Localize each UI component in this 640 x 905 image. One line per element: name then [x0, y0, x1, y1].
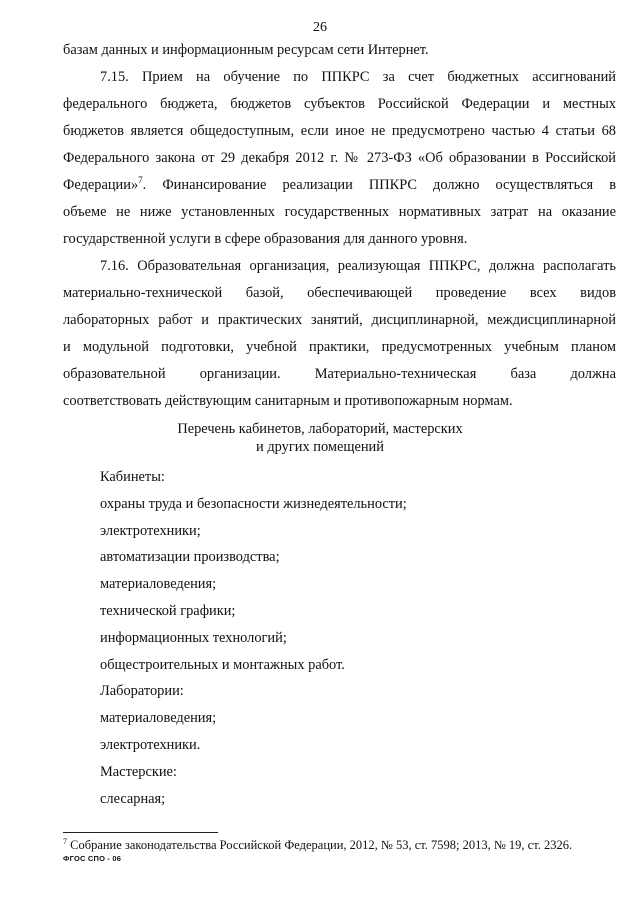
p716-line-6: соответствовать действующим санитарным и противопожарным нормам. — [63, 393, 513, 409]
list-item: Мастерские: — [100, 763, 177, 780]
heading-line-2: и других помещений — [256, 439, 384, 455]
p716-line-3: лабораторных работ и практических занятий, дисциплинарной, междисциплинарной — [63, 312, 616, 328]
premises-list — [100, 464, 407, 812]
paragraph-7-15 — [63, 64, 616, 253]
list-item: информационных технологий; — [100, 629, 287, 646]
p715-line-1: 7.15. Прием на обучение по ППКРС за счет бюджетных ассигнований — [100, 69, 616, 85]
footnote-number: 7 — [63, 836, 67, 846]
p715-line-6: объеме не ниже установленных государственных нормативных затрат на оказание — [63, 204, 616, 220]
list-item: электротехники. — [100, 736, 201, 753]
p715-line-5-start: Федерации» — [63, 177, 139, 193]
p716-line-4: и модульной подготовки, учебной практики, предусмотренных учебным планом — [63, 339, 616, 355]
list-item: слесарная; — [100, 790, 166, 807]
document-code-stamp: ФГОС СПО - 06 — [63, 854, 122, 863]
list-item: технической графики; — [100, 602, 236, 619]
p715-line-4: Федерального закона от 29 декабря 2012 г. № 273-ФЗ «Об образовании в Российской — [63, 150, 616, 166]
p715-line-5-end: . Финансирование реализации ППКРС должно осуществляться в — [142, 177, 616, 193]
footnote — [63, 838, 572, 853]
p716-line-5: образовательной организации. Материально-техническая база должна — [63, 366, 616, 382]
page-number: 26 — [313, 20, 327, 35]
list-item: материаловедения; — [100, 576, 217, 593]
list-item: электротехники; — [100, 522, 201, 539]
p715-line-3: бюджетов является общедоступным, если иное не предусмотрено частью 4 статьи 68 — [63, 123, 616, 139]
footnote-reference: 7 — [138, 175, 143, 186]
list-item: автоматизации производства; — [100, 549, 280, 566]
section-heading — [0, 420, 640, 456]
list-item: Лаборатории: — [100, 683, 184, 700]
p715-line-5 — [63, 172, 616, 199]
list-item: охраны труда и безопасности жизнедеятельности; — [100, 495, 407, 512]
footnote-separator — [63, 832, 218, 833]
p715-line-2: федерального бюджета, бюджетов субъектов Российской Федерации и местных — [63, 96, 616, 112]
list-item: материаловедения; — [100, 710, 217, 727]
footnote-text: Собрание законодательства Российской Федерации, 2012, № 53, ст. 7598; 2013, № 19, ст. 2326. — [67, 838, 573, 852]
heading-line-1: Перечень кабинетов, лабораторий, мастерских — [177, 421, 463, 437]
continuation-line: базам данных и информационным ресурсам сети Интернет. — [63, 42, 429, 58]
list-item: общестроительных и монтажных работ. — [100, 656, 345, 673]
list-item: Кабинеты: — [100, 469, 165, 485]
p716-line-2: материально-технической базой, обеспечивающей проведение всех видов — [63, 285, 616, 301]
p716-line-1: 7.16. Образовательная организация, реализующая ППКРС, должна располагать — [100, 258, 616, 274]
p715-line-7: государственной услуги в сфере образования для данного уровня. — [63, 231, 468, 247]
paragraph-7-16 — [63, 253, 616, 415]
